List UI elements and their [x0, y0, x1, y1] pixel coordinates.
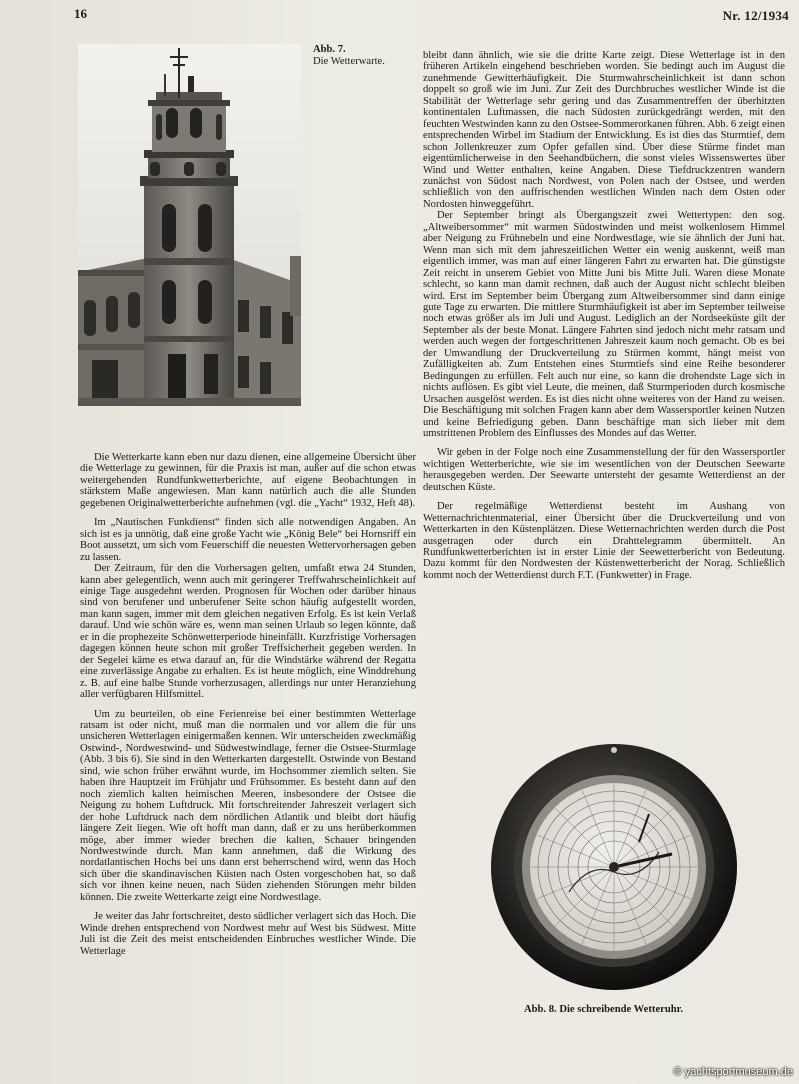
figure-8-caption: Abb. 8. Die schreibende Wetteruhr.: [524, 1004, 684, 1015]
paragraph: Der regelmäßige Wetterdienst besteht im Aushang von Wetternachrichtenmaterial, einer Übersicht über die Druckverteilung und von Wetterkarten in den Küstenplätzen. Diese Wetternachrichten werden durch die Post ausgetragen oder durch ein Drahttelegramm übermittelt. An Rundfunkwetterberichten ist in erster Linie der Seewetterbericht von Bedeutung. Dazu kommt für den Nordwesten der Küstenwetterbericht der Norag. Schließlich kommt noch der Wetterdienst durch F.T. (Funkwetter) in Frage.: [423, 501, 785, 581]
right-text-column: [423, 50, 785, 581]
weather-clock-photo: [489, 742, 739, 992]
paragraph: Wir geben in der Folge noch eine Zusammenstellung der für den Wassersportler wichtigen Wetterberichte, wie sie im wesentlichen von der Deutschen Seewarte herausgegeben werden. Der Seewarte untersteht der gesamte Wetterdienst an der deutschen Küste.: [423, 447, 785, 493]
watermark: © yachtsportmuseum.de: [673, 1066, 793, 1078]
figure-7-title: Die Wetterwarte.: [313, 56, 385, 67]
paragraph: Der September bringt als Übergangszeit zwei Wettertypen: den sog. „Altweibersommer“ mit warmen Südostwinden und meist wolkenlosem Himmel aber Neigung zu Frühnebeln und eine Nordwestlage, wie sie ähnlich der Juni hat. Wenn man sich mit dem jahreszeitlichen Wetter ein wenig auskennt, weiß man eigentlich immer, was man auf einer längeren Fahrt zu erwarten hat. Die günstigste Zeit reicht in unserem Gebiet von Mitte Juni bis Mitte Juli. Waren diese Monate schlecht, so kann man damit rechnen, daß auch der August nicht schlecht bleiben wird. Erst im September beim Übergang zum Altweibersommer sind dann einige gute Tage zu erwarten. Die mittlere Sturmhäufigkeit ist aber im September teilweise noch etwas größer als im Juli und August. Lediglich an der Nordseeküste gilt der September als der beste Monat. Längere Fahrten sind jedoch nicht mehr ratsam und werden auch wegen der fortgeschrittenen Jahreszeit kaum noch gemacht. Ob es bei der Umwandlung der Druckverteilung zu Stürmen kommt, hängt meist von Zufälligkeiten ab. Zum Entstehen eines Sturmtiefs sind eine Reihe besonderer Bedingungen zu erfüllen. Felt auch nur eine, so kann die drohendste Lage sich in nichts auflösen. Es gibt viel Leute, die meinen, daß Sturmperioden durch kosmische Ursachen ausgelöst werden. Es ist dies nicht ohne weiteres von der Hand zu weisen. Die Beschäftigung mit solchen Fragen kann aber dem Wassersportler keinen Nutzen und keine Befriedigung geben. Dann beschäftige man sich lieber mit dem umstrittenen Problem des Einflusses des Mondes auf das Wetter.: [423, 210, 785, 439]
paragraph: Der Zeitraum, für den die Vorhersagen gelten, umfaßt etwa 24 Stunden, kann aber gelegentlich, wenn auch mit geringerer Treffwahrscheinlichkeit auf einige Tage ausgedehnt werden. Prognosen für Wochen oder darüber hinaus sind von berufener und unberufener Seite schon häufig aufgestellt worden, man kann sagen, immer mit dem gleichen negativen Erfolg. Es ist kein Verlaß darauf. Und wie schön wäre es, wenn man seinen Urlaub so legen könnte, daß er in die prophezeite Schönwetterperiode hineinfällt. Kurzfristige Vorhersagen dagegen können heute schon mit großer Treffsicherheit gegeben werden. In der Segelei käme es etwa darauf an, für die Windstärke während der Regatta eine zuverlässige Angabe zu erhalten. Es ist heute möglich, eine Winddrehung z. B. auf eine halbe Stunde vorherzusagen, allerdings nur unter Heranziehung aller verfügbaren Hilfsmittel.: [80, 563, 416, 701]
left-text-column: [80, 452, 416, 957]
page-number: 16: [74, 6, 87, 21]
paragraph: Im „Nautischen Funkdienst“ finden sich alle notwendigen Angaben. An sich ist es ja unnötig, daß eine große Yacht wie „König Bele“ bei Hornsriff ein Boot aussetzt, um sich vom Feuerschiff die neuesten Wettervorhersagen geben zu lassen.: [80, 517, 416, 563]
paragraph: Die Wetterkarte kann eben nur dazu dienen, eine allgemeine Übersicht über die Wetterlage zu gewinnen, für die Praxis ist man, außer auf die schon etwas weitergehenden Rundfunkwetterberichte, auf eigene Beobachtungen in stärkstem Maße angewiesen. Man kann natürlich auch die alle Stunden gegebenen Originalwetterberichte aufnehmen (vgl. die „Yacht“ 1932, Heft 48).: [80, 452, 416, 509]
figure-7-label: Abb. 7.: [313, 44, 346, 55]
weather-station-photo: [78, 44, 301, 406]
paragraph: Um zu beurteilen, ob eine Ferienreise bei einer bestimmten Wetterlage ratsam ist oder nicht, muß man die normalen und vor allem die für uns unsicheren Wetterlagen einigermaßen kennen. Wir unterscheiden zweckmäßig Ostwind-, Nordwestwind- und Südwestwindlage, ferner die Ostsee-Sturmlage (Abb. 3 bis 6). Sie sind in den Wetterkarten dargestellt. Ostwinde von Bestand sind, wie schon früher erwähnt wurde, im Hochsommer ziemlich selten. Sie haben ihre Hauptzeit im Frühjahr und Frühsommer. Es besteht dann auf den noch ziemlich kalten heimischen Meeren, insbesondere der Ostsee die Neigung zu hohem Luftdruck. Mit fortschreitender Jahreszeit verlagert sich der hohe Luftdruck nach dem nördlichen Atlantik und bleibt dort häufig längere Zeit liegen. Wie oft hofft man dann, daß er zu uns herüberkommen möge, aber immer wieder brechen die kalten, Schauer bringenden Nordwestwinde durch. Man kann annehmen, daß die Wirkung des nordatlantischen Hochs bei uns dann erst beherrschend wird, wenn das Hoch sich über die skandinavischen Küsten nach Osten vorgeschoben hat, so daß sich vor ihnen keine neuen, nach Süden ziehenden Störungen mehr bilden können. Die zweite Wetterkarte zeigt eine Nordwestlage.: [80, 708, 416, 903]
paragraph: bleibt dann ähnlich, wie sie die dritte Karte zeigt. Diese Wetterlage ist in den früheren Artikeln eingehend beschrieben worden. Sie bedingt auch im August die zunehmende Gewitterhäufigkeit. Die Sturmwahrscheinlichkeit ist dann schon doppelt so groß wie im Juni. Zur Zeit des Durchbruches westlicher Winde ist die Stabilität der Wetterlage sehr gering und das Zusammentreffen der überhitzten kontinentalen Luftmassen, die nach Südosten zurückgedrängt werden, mit den feuchten Westwinden kann zu den Ostsee-Sommerorkanen führen. Abb. 6 zeigt einen entsprechenden Wirbel im Stadium der Entwicklung. Es ist dies das Sturmtief, dem schon Jollenkreuzer zum Opfer gefallen sind. Über diese Stürme findet man eigentümlicherweise in den Seehandbüchern, die sonst vieles Wissenswertes über Wind und Wetter enthalten, keine Angaben. Diese Tiefdruckzentren wandern zunächst von Südost nach Nordwest, von Polen nach der Ostsee, und werden schließlich von den auffrischenden westlichen Winden nach dem Osten oder Nordosten hinweggeführt.: [423, 50, 785, 210]
paragraph: Je weiter das Jahr fortschreitet, desto südlicher verlagert sich das Hoch. Die Winde drehen entsprechend von Nordwest mehr auf West bis Südwest. Mitte Juli ist die Zeit des meist entscheidenden Einbruches westlicher Winde. Die Wetterlage: [80, 911, 416, 957]
figure-7-caption: [313, 44, 385, 68]
issue-number: Nr. 12/1934: [722, 8, 789, 23]
